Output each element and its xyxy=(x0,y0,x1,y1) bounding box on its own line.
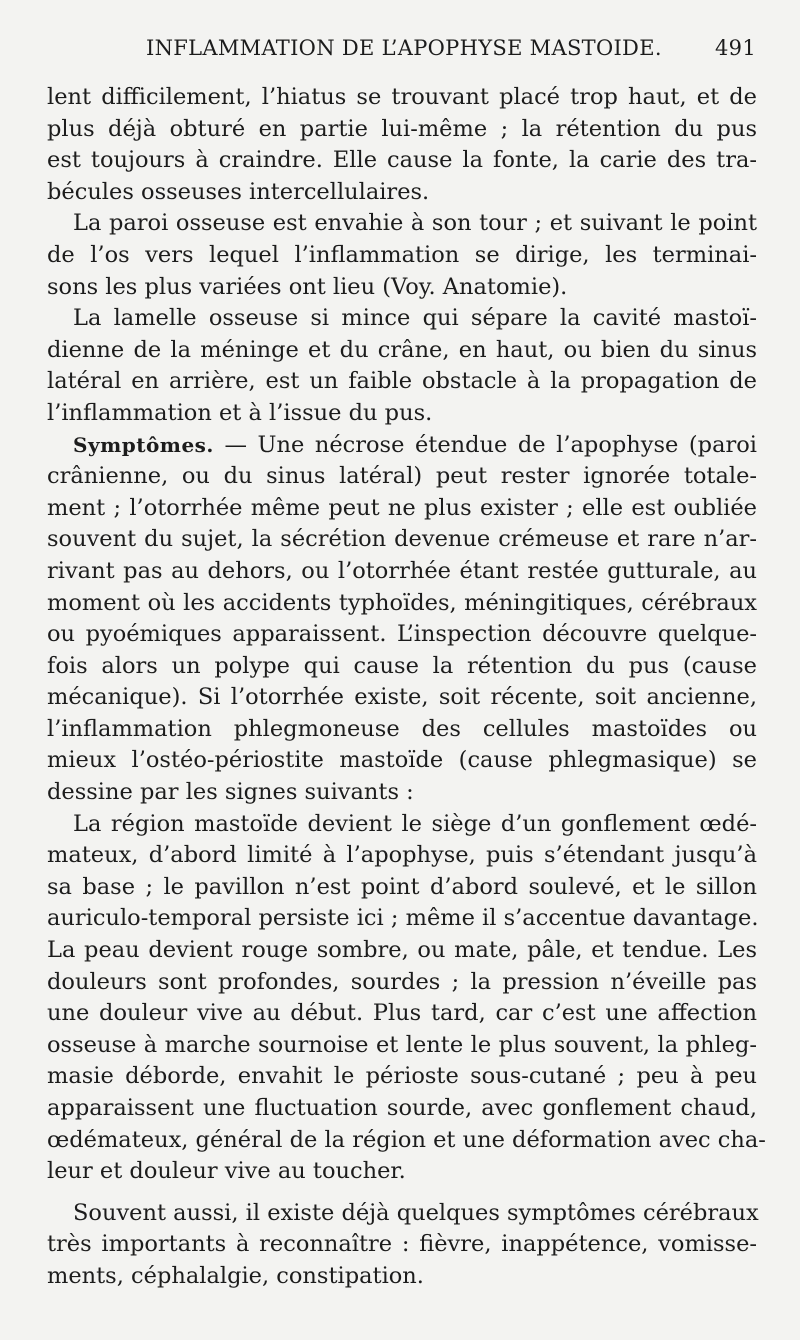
text-line: mieux l’ostéo-périostite mastoïde (cause phlegmasique) se xyxy=(47,747,757,774)
text-line: l’inflammation phlegmoneuse des cellules mastoïdes ou xyxy=(47,715,757,742)
text-line: ou pyoémiques apparaissent. L’inspection découvre quelque- xyxy=(47,621,757,648)
text-line: auriculo-temporal persiste ici ; même il s’accentue davantage. xyxy=(47,905,759,932)
text-line: moment où les accidents typhoïdes, méningitiques, cérébraux xyxy=(47,589,757,616)
text-line: La peau devient rouge sombre, ou mate, pâle, et tendue. Les xyxy=(47,937,757,964)
text-line: dienne de la méninge et du crâne, en haut, ou bien du sinus xyxy=(47,336,757,363)
text-line: apparaissent une fluctuation sourde, avec gonflement chaud, xyxy=(47,1095,757,1121)
text-line: sa base ; le pavillon n’est point d’abord soulevé, et le sillon xyxy=(47,873,757,900)
text-line: souvent du sujet, la sécrétion devenue crémeuse et rare n’ar- xyxy=(47,526,757,553)
text-line: Souvent aussi, il existe déjà quelques symptômes cérébraux xyxy=(73,1199,759,1226)
text-line: La paroi osseuse est envahie à son tour ; et suivant le point xyxy=(73,210,757,237)
text-line: ment ; l’otorrhée même peut ne plus exister ; elle est oubliée xyxy=(47,494,757,521)
text-line: mécanique). Si l’otorrhée existe, soit récente, soit ancienne, xyxy=(47,684,757,711)
running-header xyxy=(146,36,756,66)
text-line: œdémateux, général de la région et une déformation avec cha- xyxy=(47,1126,766,1153)
text-line: fois alors un polype qui cause la rétention du pus (cause xyxy=(47,652,757,679)
text-line: La région mastoïde devient le siège d’un gonflement œdé- xyxy=(73,810,757,837)
text-line: l’inflammation et à l’issue du pus. xyxy=(47,399,433,426)
text-line: crânienne, ou du sinus latéral) peut rester ignorée totale- xyxy=(47,463,757,490)
running-title: INFLAMMATION DE L’APOPHYSE MASTOIDE. xyxy=(146,36,662,60)
text-line: lent difficilement, l’hiatus se trouvant placé trop haut, et de xyxy=(47,84,757,110)
text-line-continuation: — Une nécrose étendue de l’apophyse (paroi xyxy=(213,431,757,458)
text-line: est toujours à craindre. Elle cause la fonte, la carie des tra- xyxy=(47,147,757,174)
text-line: ments, céphalalgie, constipation. xyxy=(47,1262,424,1289)
text-line: leur et douleur vive au toucher. xyxy=(47,1158,406,1185)
page-number: 491 xyxy=(715,36,756,60)
text-line: dessine par les signes suivants : xyxy=(47,779,414,806)
paragraph-gap xyxy=(47,1188,757,1198)
text-line: osseuse à marche sournoise et lente le plus souvent, la phleg- xyxy=(47,1031,757,1058)
text-line: de l’os vers lequel l’inflammation se dirige, les terminai- xyxy=(47,241,757,268)
text-line: très importants à reconnaître : fièvre, inappétence, vomisse- xyxy=(47,1231,757,1258)
text-line: une douleur vive au début. Plus tard, car c’est une affection xyxy=(47,1000,757,1027)
text-line: mateux, d’abord limité à l’apophyse, puis s’étendant jusqu’à xyxy=(47,842,757,869)
text-line: rivant pas au dehors, ou l’otorrhée étant restée gutturale, au xyxy=(47,557,757,584)
text-line: bécules osseuses intercellulaires. xyxy=(47,178,430,205)
text-line: plus déjà obturé en partie lui-même ; la rétention du pus xyxy=(47,115,757,142)
text-line: La lamelle osseuse si mince qui sépare la cavité mastoï- xyxy=(73,305,757,332)
text-line: douleurs sont profondes, sourdes ; la pression n’éveille pas xyxy=(47,968,757,995)
text-line: masie déborde, envahit le périoste sous-cutané ; peu à peu xyxy=(47,1063,757,1090)
text-line: sons les plus variées ont lieu (Voy. Anatomie). xyxy=(47,273,568,300)
text-line xyxy=(47,430,757,462)
section-heading-symptomes: Symptômes. xyxy=(73,432,214,457)
body-text xyxy=(47,82,766,1293)
text-line: latéral en arrière, est un faible obstacle à la propagation de xyxy=(47,368,757,395)
